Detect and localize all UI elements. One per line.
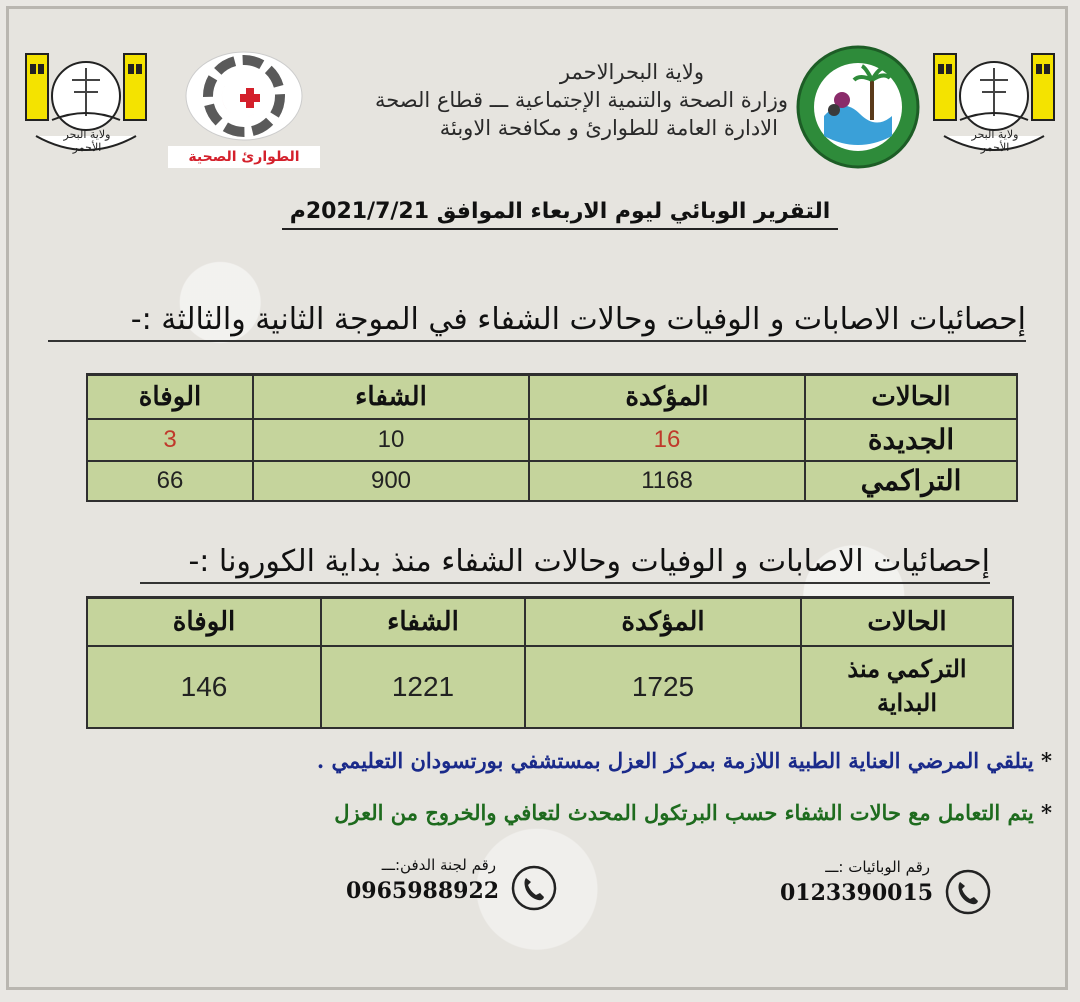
total-recovered-value: 1221 bbox=[321, 646, 525, 728]
table-row bbox=[87, 461, 1017, 501]
col-header-confirmed: المؤكدة bbox=[529, 375, 805, 419]
phone-icon-burial bbox=[510, 864, 558, 912]
report-title: التقرير الوبائي ليوم الاربعاء الموافق 2021/7/21م bbox=[282, 199, 838, 230]
table-header-row bbox=[87, 598, 1013, 646]
row-label-cumulative: التراكمي bbox=[805, 461, 1017, 501]
cumulative-confirmed-value: 1168 bbox=[529, 461, 805, 501]
table-header-row bbox=[87, 375, 1017, 419]
total-deaths-value: 146 bbox=[87, 646, 321, 728]
burial-number: 0965988922 bbox=[346, 878, 500, 904]
col-header-recovered: الشفاء bbox=[253, 375, 529, 419]
new-recovered-value: 10 bbox=[253, 419, 529, 461]
epidemiology-label: رقم الوبائيات :ـــ bbox=[825, 858, 930, 876]
note-treatment bbox=[317, 748, 1052, 773]
emergency-logo bbox=[168, 48, 320, 170]
section1-heading: إحصائيات الاصابات و الوفيات وحالات الشفاء في الموجة الثانية والثالثة :- bbox=[48, 300, 1026, 342]
new-deaths-value: 3 bbox=[87, 419, 253, 461]
total-confirmed-value: 1725 bbox=[525, 646, 801, 728]
contact-burial bbox=[346, 856, 500, 904]
table-row bbox=[87, 419, 1017, 461]
col-header-cases: الحالات bbox=[805, 375, 1017, 419]
phone-icon-epidemiology bbox=[944, 868, 992, 916]
col-header-confirmed: المؤكدة bbox=[525, 598, 801, 646]
state-seal-logo-right bbox=[930, 46, 1058, 164]
section2-table bbox=[86, 596, 1014, 729]
table-row bbox=[87, 646, 1013, 728]
state-seal-text-left: ولاية البحر الأحمر bbox=[63, 128, 111, 154]
row-label-new: الجديدة bbox=[805, 419, 1017, 461]
section1-table bbox=[86, 373, 1018, 502]
contact-epidemiology bbox=[780, 858, 934, 906]
col-header-deaths: الوفاة bbox=[87, 598, 321, 646]
new-confirmed-value: 16 bbox=[529, 419, 805, 461]
cumulative-recovered-value: 900 bbox=[253, 461, 529, 501]
row-label-cumulative-since-start: التركمي منذ البداية bbox=[801, 646, 1013, 728]
col-header-deaths: الوفاة bbox=[87, 375, 253, 419]
header-line-state: ولاية البحرالاحمر bbox=[559, 60, 704, 84]
col-header-cases: الحالات bbox=[801, 598, 1013, 646]
note-bullet: * bbox=[1033, 748, 1052, 773]
cumulative-deaths-value: 66 bbox=[87, 461, 253, 501]
header-line-ministry: وزارة الصحة والتنمية الإجتماعية ـــ قطاع الصحة bbox=[374, 88, 788, 112]
note-bullet: * bbox=[1033, 800, 1052, 825]
epidemiology-number: 0123390015 bbox=[780, 880, 934, 906]
header-text bbox=[300, 58, 788, 142]
section2-heading: إحصائيات الاصابات و الوفيات وحالات الشفاء منذ بداية الكورونا :- bbox=[140, 542, 990, 584]
note-treatment-text: يتلقي المرضي العناية الطبية اللازمة بمركز العزل بمستشفي بورتسودان التعليمي . bbox=[316, 748, 1034, 773]
burial-label: رقم لجنة الدفن:ـــ bbox=[381, 856, 496, 874]
ministry-logo bbox=[790, 44, 926, 170]
emergency-logo-text: الطوارئ الصحية bbox=[168, 146, 320, 168]
note-recovery-protocol bbox=[334, 800, 1052, 825]
state-seal-logo-left bbox=[22, 46, 150, 164]
col-header-recovered: الشفاء bbox=[321, 598, 525, 646]
note-recovery-text: يتم التعامل مع حالات الشفاء حسب البرتكول المحدث لتعافي والخروج من العزل bbox=[334, 800, 1034, 825]
header-line-directorate: الادارة العامة للطوارئ و مكافحة الاوبئة bbox=[439, 116, 778, 140]
state-seal-text-right: ولاية البحر الأحمر bbox=[971, 128, 1019, 154]
